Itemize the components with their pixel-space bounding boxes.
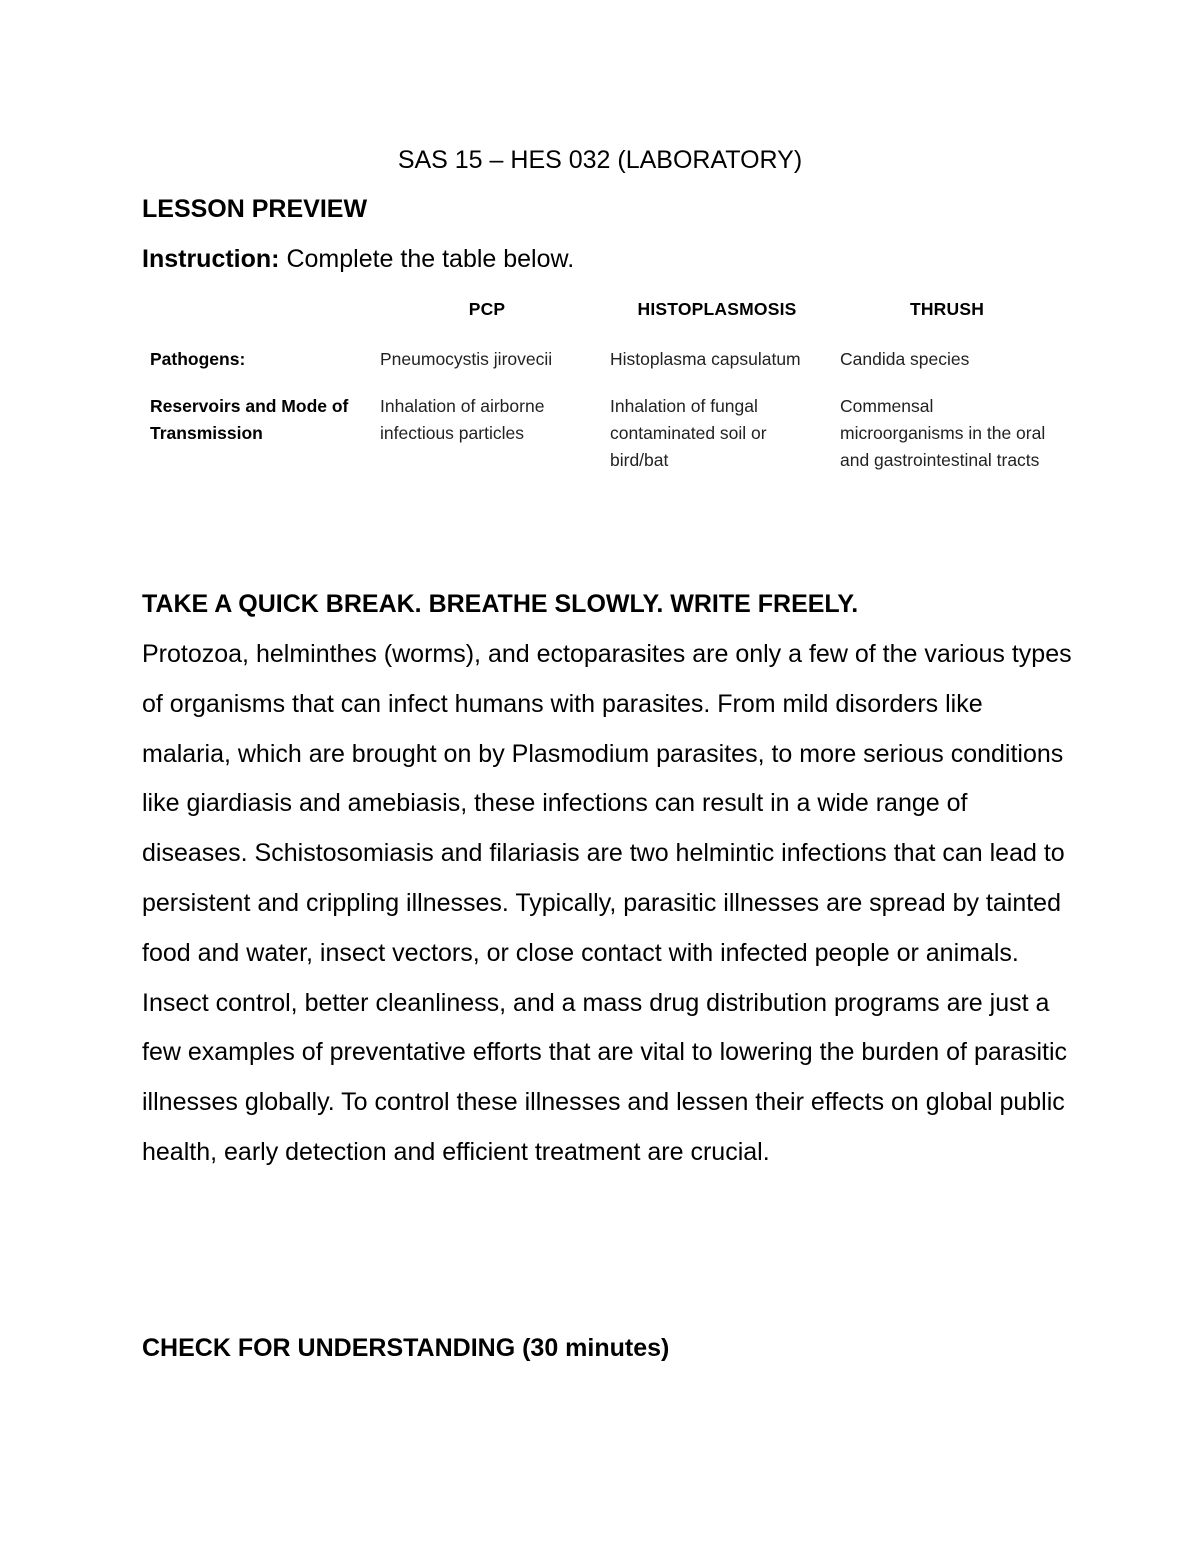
lesson-preview-heading: LESSON PREVIEW — [142, 195, 368, 223]
table-cell: Histoplasma capsulatum — [610, 349, 801, 369]
break-heading: TAKE A QUICK BREAK. BREATHE SLOWLY. WRITE FREELY. — [142, 590, 859, 618]
instruction-text: Complete the table below. — [286, 245, 575, 273]
table-cell: Inhalation of fungal contaminated soil or bird/bat — [610, 396, 767, 470]
break-paragraph: Protozoa, helminthes (worms), and ectoparasites are only a few of the various types of organisms that can infect humans with parasites. From mild disorders like malaria, which are brought on by Plasmodium parasites, to more serious conditions like giardiasis and amebiasis, these infections can result in a wide range of diseases. Schistosomiasis and filariasis are two helmintic infections that can lead to persistent and crippling illnesses. Typically, parasitic illnesses are spread by tainted food and water, insect vectors, or close contact with infected people or animals. Insect control, better cleanliness, and a mass drug distribution programs are just a few examples of preventative efforts that are vital to lowering the burden of parasitic illnesses globally. To control these illnesses and lessen their effects on global public health, early detection and efficient treatment are crucial. — [142, 640, 1072, 1166]
row-label: Reservoirs and Mode of Transmission — [150, 396, 349, 443]
table-cell: Commensal microorganisms in the oral and gastrointestinal tracts — [840, 396, 1046, 470]
document-title: SAS 15 – HES 032 (LABORATORY) — [397, 146, 803, 174]
instruction-label: Instruction: — [142, 245, 280, 273]
check-for-understanding-heading: CHECK FOR UNDERSTANDING (30 minutes) — [142, 1334, 670, 1362]
table-row — [142, 393, 1062, 474]
table-header-row — [142, 296, 1062, 332]
table-row — [142, 332, 1062, 393]
row-label: Pathogens: — [150, 349, 246, 369]
lesson-preview-table — [142, 296, 1062, 474]
table-cell: Candida species — [840, 349, 970, 369]
instruction-line — [142, 242, 574, 276]
table-cell: Pneumocystis jirovecii — [380, 349, 553, 369]
table-header-cell: HISTOPLASMOSIS — [637, 299, 797, 319]
table-cell: Inhalation of airborne infectious particles — [380, 396, 545, 443]
table-header-cell — [142, 296, 372, 332]
table-header-cell: PCP — [468, 299, 506, 319]
table-header-cell: THRUSH — [909, 299, 985, 319]
